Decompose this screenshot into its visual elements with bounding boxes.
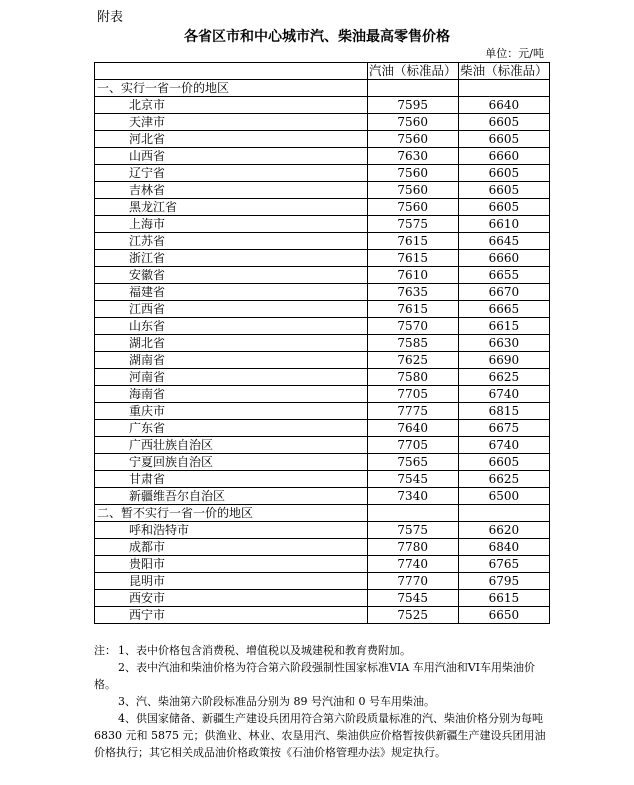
table-row (95, 250, 550, 267)
gasoline-price-cell: 7705 (367, 437, 458, 454)
header-diesel: 柴油（标准品） (460, 63, 548, 78)
gasoline-price-cell: 7780 (367, 539, 458, 556)
diesel-price-cell: 6605 (458, 182, 549, 199)
gasoline-price-cell: 7560 (367, 199, 458, 216)
region-cell: 天津市 (95, 114, 368, 131)
diesel-price-cell: 6640 (458, 97, 549, 114)
price-table (94, 62, 550, 624)
section-row (95, 505, 550, 522)
section-heading: 一、实行一省一价的地区 (95, 80, 368, 97)
table-row (95, 114, 550, 131)
diesel-price-cell: 6615 (458, 318, 549, 335)
region-cell: 海南省 (95, 386, 368, 403)
appendix-label: 附表 (97, 10, 124, 25)
region-cell: 山东省 (95, 318, 368, 335)
empty-cell (458, 80, 549, 97)
diesel-price-cell: 6625 (458, 471, 549, 488)
diesel-price-cell: 6675 (458, 420, 549, 437)
section-heading: 二、暂不实行一省一价的地区 (95, 505, 368, 522)
table-row (95, 148, 550, 165)
empty-cell (367, 505, 458, 522)
table-row (95, 216, 550, 233)
diesel-price-cell: 6740 (458, 386, 549, 403)
gasoline-price-cell: 7705 (367, 386, 458, 403)
table-row (95, 301, 550, 318)
diesel-price-cell: 6605 (458, 454, 549, 471)
gasoline-price-cell: 7775 (367, 403, 458, 420)
region-cell: 呼和浩特市 (95, 522, 368, 539)
region-cell: 河南省 (95, 369, 368, 386)
gasoline-price-cell: 7580 (367, 369, 458, 386)
diesel-price-cell: 6645 (458, 233, 549, 250)
diesel-price-cell: 6690 (458, 352, 549, 369)
diesel-price-cell: 6670 (458, 284, 549, 301)
table-row (95, 420, 550, 437)
gasoline-price-cell: 7560 (367, 114, 458, 131)
diesel-price-cell: 6815 (458, 403, 549, 420)
region-cell: 江苏省 (95, 233, 368, 250)
diesel-price-cell: 6620 (458, 522, 549, 539)
gasoline-price-cell: 7565 (367, 454, 458, 471)
header-region (95, 63, 368, 80)
region-cell: 湖南省 (95, 352, 368, 369)
diesel-price-cell: 6605 (458, 165, 549, 182)
diesel-price-cell: 6660 (458, 250, 549, 267)
table-row (95, 97, 550, 114)
table-row (95, 233, 550, 250)
diesel-price-cell: 6615 (458, 590, 549, 607)
note-text: 1、表中价格包含消费税、增值税以及城建税和教育费附加。 (118, 644, 411, 657)
diesel-price-cell: 6610 (458, 216, 549, 233)
gasoline-price-cell: 7610 (367, 267, 458, 284)
region-cell: 福建省 (95, 284, 368, 301)
region-cell: 浙江省 (95, 250, 368, 267)
gasoline-price-cell: 7630 (367, 148, 458, 165)
region-cell: 广西壮族自治区 (95, 437, 368, 454)
gasoline-price-cell: 7635 (367, 284, 458, 301)
diesel-price-cell: 6630 (458, 335, 549, 352)
section-row (95, 80, 550, 97)
gasoline-price-cell: 7560 (367, 131, 458, 148)
table-row (95, 131, 550, 148)
region-cell: 西宁市 (95, 607, 368, 624)
table-row (95, 386, 550, 403)
region-cell: 安徽省 (95, 267, 368, 284)
table-row (95, 590, 550, 607)
gasoline-price-cell: 7615 (367, 301, 458, 318)
diesel-price-cell: 6765 (458, 556, 549, 573)
diesel-price-cell: 6500 (458, 488, 549, 505)
gasoline-price-cell: 7545 (367, 471, 458, 488)
region-cell: 成都市 (95, 539, 368, 556)
notes (94, 642, 554, 761)
table-row (95, 335, 550, 352)
table-row (95, 471, 550, 488)
region-cell: 宁夏回族自治区 (95, 454, 368, 471)
gasoline-price-cell: 7575 (367, 522, 458, 539)
region-cell: 江西省 (95, 301, 368, 318)
diesel-price-cell: 6795 (458, 573, 549, 590)
region-cell: 辽宁省 (95, 165, 368, 182)
diesel-price-cell: 6665 (458, 301, 549, 318)
page-title: 各省区市和中心城市汽、柴油最高零售价格 (184, 29, 450, 45)
region-cell: 山西省 (95, 148, 368, 165)
gasoline-price-cell: 7740 (367, 556, 458, 573)
note-item: 2、表中汽油和柴油价格为符合第六阶段强制性国家标准VIA 车用汽油和VI车用柴油价格。 (94, 661, 536, 691)
gasoline-price-cell: 7770 (367, 573, 458, 590)
table-body (95, 80, 550, 624)
region-cell: 北京市 (95, 97, 368, 114)
gasoline-price-cell: 7585 (367, 335, 458, 352)
gasoline-price-cell: 7640 (367, 420, 458, 437)
table-row (95, 522, 550, 539)
header-gasoline: 汽油（标准品） (368, 63, 457, 78)
region-cell: 新疆维吾尔自治区 (95, 488, 368, 505)
region-cell: 广东省 (95, 420, 368, 437)
diesel-price-cell: 6655 (458, 267, 549, 284)
region-cell: 吉林省 (95, 182, 368, 199)
gasoline-price-cell: 7615 (367, 233, 458, 250)
table-row (95, 488, 550, 505)
table-row (95, 607, 550, 624)
table-row (95, 573, 550, 590)
table-row (95, 369, 550, 386)
table-header-row (95, 63, 550, 80)
diesel-price-cell: 6740 (458, 437, 549, 454)
note-item: 4、供国家储备、新疆生产建设兵团用符合第六阶段质量标准的汽、柴油价格分别为每吨 6830 元和 5875 元；供渔业、林业、农垦用汽、柴油供应价格暂按供新疆生产建设兵团用油价格执行；其它相关成品油价格政策按《石油价格管理办法》规定执行。 (94, 712, 546, 759)
gasoline-price-cell: 7615 (367, 250, 458, 267)
gasoline-price-cell: 7625 (367, 352, 458, 369)
table-row (95, 318, 550, 335)
gasoline-price-cell: 7595 (367, 97, 458, 114)
table-row (95, 539, 550, 556)
gasoline-price-cell: 7525 (367, 607, 458, 624)
table-row (95, 199, 550, 216)
table-row (95, 284, 550, 301)
gasoline-price-cell: 7560 (367, 182, 458, 199)
diesel-price-cell: 6650 (458, 607, 549, 624)
region-cell: 黑龙江省 (95, 199, 368, 216)
diesel-price-cell: 6840 (458, 539, 549, 556)
gasoline-price-cell: 7545 (367, 590, 458, 607)
gasoline-price-cell: 7570 (367, 318, 458, 335)
empty-cell (458, 505, 549, 522)
table-row (95, 556, 550, 573)
diesel-price-cell: 6660 (458, 148, 549, 165)
note-item (94, 642, 554, 659)
diesel-price-cell: 6625 (458, 369, 549, 386)
region-cell: 甘肃省 (95, 471, 368, 488)
region-cell: 上海市 (95, 216, 368, 233)
unit-label: 单位：元/吨 (485, 47, 544, 60)
gasoline-price-cell: 7560 (367, 165, 458, 182)
region-cell: 河北省 (95, 131, 368, 148)
gasoline-price-cell: 7340 (367, 488, 458, 505)
table-row (95, 267, 550, 284)
table-row (95, 454, 550, 471)
empty-cell (367, 80, 458, 97)
note-item: 3、汽、柴油第六阶段标准品分别为 89 号汽油和 0 号车用柴油。 (118, 695, 435, 708)
table-row (95, 403, 550, 420)
table-row (95, 437, 550, 454)
region-cell: 湖北省 (95, 335, 368, 352)
region-cell: 昆明市 (95, 573, 368, 590)
region-cell: 西安市 (95, 590, 368, 607)
region-cell: 贵阳市 (95, 556, 368, 573)
notes-lead: 注： (94, 644, 116, 657)
diesel-price-cell: 6605 (458, 114, 549, 131)
table-row (95, 182, 550, 199)
region-cell: 重庆市 (95, 403, 368, 420)
diesel-price-cell: 6605 (458, 199, 549, 216)
table-row (95, 352, 550, 369)
table-row (95, 165, 550, 182)
diesel-price-cell: 6605 (458, 131, 549, 148)
gasoline-price-cell: 7575 (367, 216, 458, 233)
